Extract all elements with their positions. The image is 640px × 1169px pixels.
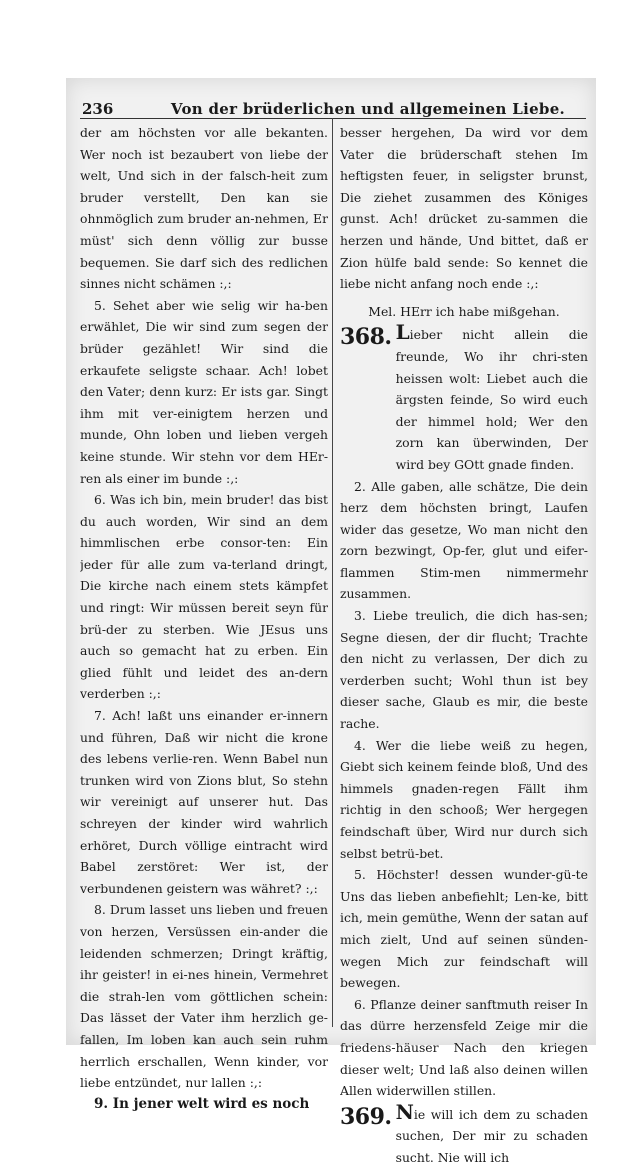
- verse-5: 5. Höchster! dessen wunder-gü-te Uns das lieben anbefiehlt; Len-ke, bitt ich, mein gemüthe, Wenn der satan auf mich zielt, Und auf seinen sünden-wegen Mich zur feindschaft will bewegen.: [340, 867, 588, 991]
- hymn-368-verse-1: [395, 320, 588, 475]
- book-page: [66, 78, 596, 1165]
- drop-cap: L: [395, 320, 410, 345]
- column-divider: [332, 118, 333, 1027]
- hymn-number: 368.: [340, 324, 392, 351]
- drop-cap: N: [395, 1099, 414, 1124]
- verse-4: 4. Wer die liebe weiß zu hegen, Giebt sich keinem feinde bloß, Und des himmels gnaden-regen Fällt ihm richtig in den schooß; Wer hergegen feindschaft über, Wird nur durch sich selbst betrü-bet.: [340, 737, 588, 861]
- header-rule: [80, 118, 586, 119]
- left-continuation-text: der am höchsten vor alle bekanten. Wer noch ist bezaubert von liebe der welt, Und sich in der falsch-heit zum bruder verstellt, Den kan sie ohnmöglich zum bruder an-nehmen, Er müst' sich denn völlig zur busse bequemen. Sie darf sich des redlichen sinnes nicht schämen :,:: [80, 125, 328, 292]
- melody-line: Mel. HErr ich habe mißgehan.: [368, 303, 560, 319]
- verse-3: 3. Liebe treulich, die dich has-sen; Segne diesen, der dir flucht; Trachte den nicht zu verlassen, Der dich zu verderben sucht; Wohl thun ist bey dieser sache, Glaub es mir, die beste rache.: [340, 608, 588, 732]
- hymn-369-verse-1-text: ie will ich dem zu schaden suchen, Der mir zu schaden sucht. Nie will ich: [395, 1106, 588, 1165]
- running-title: Von der brüderlichen und allgemeinen Liebe.: [170, 100, 566, 118]
- left-column: [80, 122, 328, 1115]
- right-column: [340, 122, 588, 1169]
- verse-6: 6. Pflanze deiner sanftmuth reiser In das dürre herzensfeld Zeige mir die friedens-häuser Nach den kriegen dieser welt; Und laß also deinen willen Allen widerwillen stillen.: [340, 996, 588, 1099]
- verse-5: 5. Sehet aber wie selig wir ha-ben erwählet, Die wir sind zum segen der brüder gezählet! Wir sind die erkaufete seligste schaar. Ach! lobet den Vater; denn kurz: Er ists gar. Singt ihm mit ver-einigtem herzen und munde, Ohn loben und lieben vergeh keine stunde. Wir stehn vor dem HEr-ren als einer im bunde :,:: [80, 297, 328, 486]
- verse-2: 2. Alle gaben, alle schätze, Die dein herz dem höchsten bringt, Laufen wider das gesetze, Wo man nicht den zorn bezwingt, Op-fer, glut und eifer-flammen Stim-men nimmermehr zusammen.: [340, 478, 588, 602]
- verse-6: 6. Was ich bin, mein bruder! das bist du auch worden, Wir sind an dem himmlischen erbe consor-ten: Ein jeder für alle zum va-terland dringt, Die kirche nach einem stets kämpfet und ringt: Wir müssen bereit seyn für brü-der zu sterben. Wie JEsus uns auch so gemacht hat zu erben. Ein glied fühlt und leidet des an-dern verderben :,:: [80, 492, 328, 702]
- page-number: 236: [82, 100, 114, 118]
- hymn-369: [340, 1099, 588, 1169]
- verse-7: 7. Ach! laßt uns einander er-innern und führen, Daß wir nicht die krone des lebens verlie-ren. Wenn Babel nun trunken wird von Zions blut, So stehn wir vereinigt auf unserer hut. Das schreyen der kinder wird wahrlich erhöret, Durch völlige eintracht wird Babel zerstöret: Wer ist, der verbundenen geistern was währet? :,:: [80, 708, 328, 896]
- verse-9-start: 9. In jener welt wird es noch: [94, 1095, 310, 1112]
- hymn-number: 369.: [340, 1103, 392, 1130]
- hymn-369-verse-1: [395, 1099, 588, 1169]
- hymn-368: [340, 320, 588, 475]
- right-continuation-text: besser hergehen, Da wird vor dem Vater die brüderschaft stehen Im heftigsten feuer, in seligster brunst, Die ziehet zusammen des Königes gunst. Ach! drücket zu-sammen die herzen und hände, Und bittet, daß er Zion hülfe bald sende: So kennet die liebe nicht anfang noch ende :,:: [340, 125, 588, 292]
- verse-8: 8. Drum lasset uns lieben und freuen von herzen, Versüssen ein-ander die leidenden schmerzen; Dringt kräftig, ihr geister! in ei-nes hinein, Vermehret die strah-len vom göttlichen schein: Das lässet der Vater ihm herzlich ge-fallen, Im loben kan auch sein ruhm herrlich erschallen, Wenn kinder, vor liebe entzündet, nur lallen :,:: [80, 902, 328, 1091]
- hymn-368-verse-1-text: ieber nicht allein die freunde, Wo ihr chri-sten heissen wolt: Liebet auch die ärgsten feinde, So wird euch der himmel hold; Wer den zorn kan überwinden, Der wird bey GOtt gnade finden.: [395, 327, 588, 472]
- page-header: [82, 88, 586, 118]
